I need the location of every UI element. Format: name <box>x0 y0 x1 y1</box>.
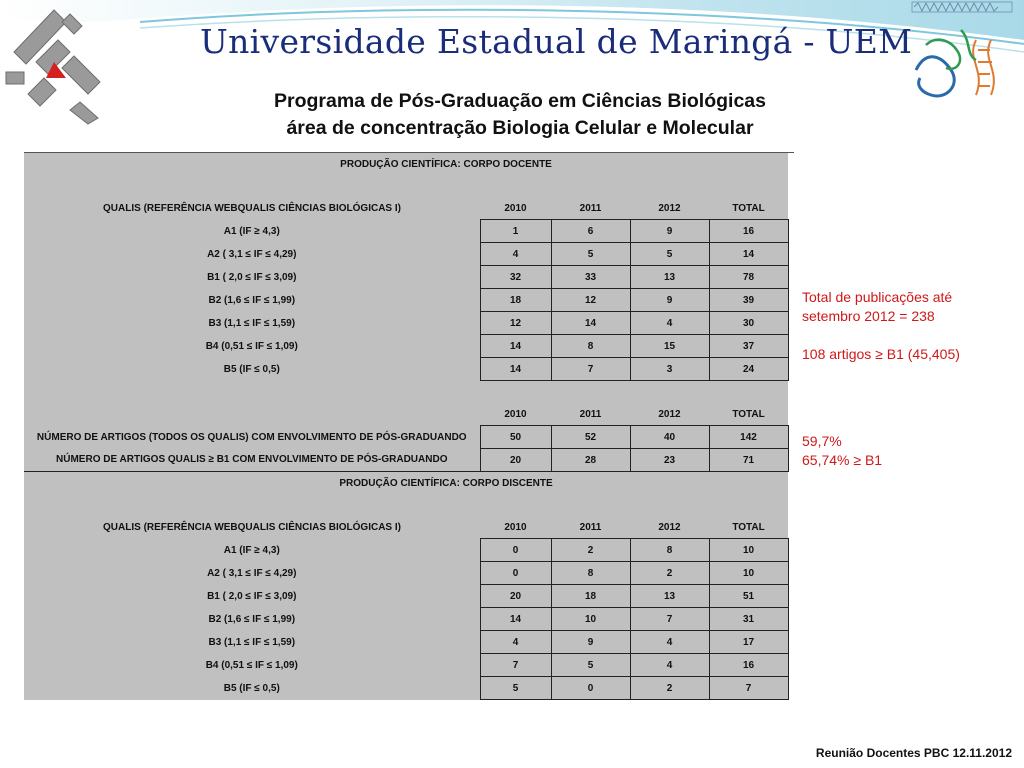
discente-row-label: B1 ( 2,0 ≤ IF ≤ 3,09) <box>24 585 480 608</box>
table-cell: 12 <box>480 312 551 335</box>
table-cell: 0 <box>480 562 551 585</box>
table-cell: 8 <box>551 562 630 585</box>
note-total-line1: Total de publicações até <box>802 289 953 305</box>
docente-header-label: QUALIS (REFERÊNCIA WEBQUALIS CIÊNCIAS BIOLÓGICAS I) <box>24 197 480 220</box>
table-cell: 0 <box>480 539 551 562</box>
table-cell: 14 <box>480 335 551 358</box>
table-cell: 6 <box>551 220 630 243</box>
table-cell: 78 <box>709 266 788 289</box>
discente-row-label: B2 (1,6 ≤ IF ≤ 1,99) <box>24 608 480 631</box>
table-row <box>24 426 798 449</box>
artigos-row-label: NÚMERO DE ARTIGOS QUALIS ≥ B1 COM ENVOLVIMENTO DE PÓS-GRADUANDO <box>24 449 480 472</box>
table-cell: 20 <box>480 449 551 472</box>
table-cell: 51 <box>709 585 788 608</box>
discente-row-label: A1 (IF ≥ 4,3) <box>24 539 480 562</box>
table-cell: 9 <box>630 289 709 312</box>
discente-row-label: B4 (0,51 ≤ IF ≤ 1,09) <box>24 654 480 677</box>
table-cell: 8 <box>551 335 630 358</box>
table-row <box>24 335 798 358</box>
discente-row-label: B5 (IF ≤ 0,5) <box>24 677 480 700</box>
table-cell: 31 <box>709 608 788 631</box>
table-cell: 18 <box>480 289 551 312</box>
table-cell: 28 <box>551 449 630 472</box>
table-cell: 5 <box>551 654 630 677</box>
footer-text: Reunião Docentes PBC 12.11.2012 <box>815 746 1012 760</box>
table-row <box>24 243 798 266</box>
table-cell: 32 <box>480 266 551 289</box>
table-cell: 0 <box>551 677 630 700</box>
table-cell: 4 <box>630 654 709 677</box>
table-cell: 2 <box>551 539 630 562</box>
side-notes-pct <box>802 432 882 470</box>
table-cell: 13 <box>630 266 709 289</box>
program-title-line2: área de concentração Biologia Celular e Molecular <box>286 117 754 139</box>
table-row <box>24 312 798 335</box>
docente-year-2010: 2010 <box>480 197 551 220</box>
table-cell: 14 <box>480 358 551 381</box>
table-cell: 142 <box>709 426 788 449</box>
program-title <box>130 88 910 142</box>
table-cell: 16 <box>709 654 788 677</box>
docente-row-label: B5 (IF ≤ 0,5) <box>24 358 480 381</box>
note-total-line2: setembro 2012 = 238 <box>802 308 935 324</box>
artigos-year-total: TOTAL <box>709 403 788 426</box>
discente-year-total: TOTAL <box>709 516 788 539</box>
table-cell: 50 <box>480 426 551 449</box>
docente-row-label: A2 ( 3,1 ≤ IF ≤ 4,29) <box>24 243 480 266</box>
discente-year-2010: 2010 <box>480 516 551 539</box>
table-cell: 9 <box>630 220 709 243</box>
uem-logo-icon <box>4 6 104 126</box>
docente-year-total: TOTAL <box>709 197 788 220</box>
table-row <box>24 677 798 700</box>
discente-header-label: QUALIS (REFERÊNCIA WEBQUALIS CIÊNCIAS BIOLÓGICAS I) <box>24 516 480 539</box>
table-cell: 52 <box>551 426 630 449</box>
docente-row-label: A1 (IF ≥ 4,3) <box>24 220 480 243</box>
table-cell: 3 <box>630 358 709 381</box>
docente-row-label: B2 (1,6 ≤ IF ≤ 1,99) <box>24 289 480 312</box>
table-cell: 37 <box>709 335 788 358</box>
table-cell: 10 <box>551 608 630 631</box>
table-cell: 20 <box>480 585 551 608</box>
table-cell: 8 <box>630 539 709 562</box>
table-row <box>24 654 798 677</box>
table-cell: 10 <box>709 562 788 585</box>
discente-row-label: A2 ( 3,1 ≤ IF ≤ 4,29) <box>24 562 480 585</box>
table-cell: 4 <box>630 631 709 654</box>
table-row <box>24 562 798 585</box>
table-cell: 7 <box>480 654 551 677</box>
pbc-logo-icon <box>906 0 1018 112</box>
table-cell: 5 <box>630 243 709 266</box>
table-cell: 23 <box>630 449 709 472</box>
table-cell: 7 <box>630 608 709 631</box>
table-cell: 33 <box>551 266 630 289</box>
table-row <box>24 220 798 243</box>
table-row <box>24 289 798 312</box>
artigos-year-2010: 2010 <box>480 403 551 426</box>
table-row <box>24 449 798 472</box>
table-row <box>24 266 798 289</box>
table-cell: 1 <box>480 220 551 243</box>
discente-year-2012: 2012 <box>630 516 709 539</box>
docente-row-label: B3 (1,1 ≤ IF ≤ 1,59) <box>24 312 480 335</box>
table-cell: 17 <box>709 631 788 654</box>
table-cell: 7 <box>709 677 788 700</box>
table-cell: 39 <box>709 289 788 312</box>
table-cell: 14 <box>709 243 788 266</box>
producao-table <box>24 153 798 700</box>
docente-year-2012: 2012 <box>630 197 709 220</box>
table-cell: 30 <box>709 312 788 335</box>
docente-row-label: B1 ( 2,0 ≤ IF ≤ 3,09) <box>24 266 480 289</box>
table-row <box>24 539 798 562</box>
table-row <box>24 358 798 381</box>
table-cell: 4 <box>480 631 551 654</box>
table-cell: 14 <box>551 312 630 335</box>
table-cell: 10 <box>709 539 788 562</box>
table-row <box>24 631 798 654</box>
table-cell: 12 <box>551 289 630 312</box>
table-row <box>24 585 798 608</box>
artigos-row-label: NÚMERO DE ARTIGOS (TODOS OS QUALIS) COM ENVOLVIMENTO DE PÓS-GRADUANDO <box>24 426 480 449</box>
table-cell: 13 <box>630 585 709 608</box>
table-cell: 71 <box>709 449 788 472</box>
note-pct1: 59,7% <box>802 433 842 449</box>
program-title-line1: Programa de Pós-Graduação em Ciências Biológicas <box>273 90 766 112</box>
docente-section-title: PRODUÇÃO CIENTÍFICA: CORPO DOCENTE <box>24 153 788 175</box>
table-cell: 2 <box>630 677 709 700</box>
table-cell: 5 <box>480 677 551 700</box>
docente-year-2011: 2011 <box>551 197 630 220</box>
table-row <box>24 608 798 631</box>
table-cell: 18 <box>551 585 630 608</box>
artigos-year-2012: 2012 <box>630 403 709 426</box>
table-cell: 40 <box>630 426 709 449</box>
university-title: Universidade Estadual de Maringá - UEM <box>200 22 913 61</box>
table-cell: 9 <box>551 631 630 654</box>
note-pct2: 65,74% ≥ B1 <box>802 452 883 468</box>
table-cell: 14 <box>480 608 551 631</box>
note-artigos-b1: 108 artigos ≥ B1 (45,405) <box>802 346 960 362</box>
table-cell: 24 <box>709 358 788 381</box>
table-cell: 16 <box>709 220 788 243</box>
discente-section-title: PRODUÇÃO CIENTÍFICA: CORPO DISCENTE <box>24 472 788 495</box>
table-cell: 2 <box>630 562 709 585</box>
docente-row-label: B4 (0,51 ≤ IF ≤ 1,09) <box>24 335 480 358</box>
discente-year-2011: 2011 <box>551 516 630 539</box>
artigos-year-2011: 2011 <box>551 403 630 426</box>
table-cell: 15 <box>630 335 709 358</box>
discente-row-label: B3 (1,1 ≤ IF ≤ 1,59) <box>24 631 480 654</box>
table-cell: 7 <box>551 358 630 381</box>
side-notes <box>802 288 1012 364</box>
table-cell: 4 <box>480 243 551 266</box>
table-cell: 5 <box>551 243 630 266</box>
table-cell: 4 <box>630 312 709 335</box>
